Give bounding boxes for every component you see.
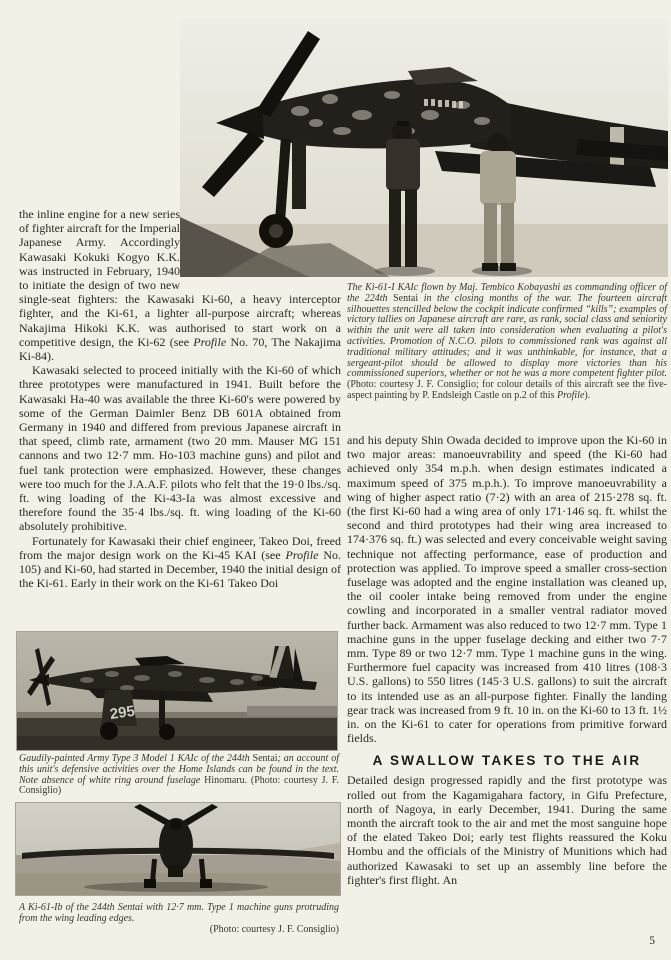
body-paragraph-improvements: and his deputy Shin Owada decided to improve upon the Ki-60 in two major areas: manoeuvrability and speed (the Ki-60 had achieved only 354 m.p.h. when design estimates indicated a maximum speed of 375 m.p.h.). To improve manoeuvrability a wing of higher aspect ratio (7·2) with an area of 215·278 sq. ft. (the first Ki-60 had a wing area of only 171·146 sq. ft. whilst the second and third prototypes had their wing area increased to 174·376 sq. ft.) was selected and every conceivable weight saving technique not affecting performance, ease of production and protection was applied. To improve speed a smaller cross-section fuselage was adopted and the engine installation was cleaned up, the oil cooler intake being removed from under the engine cowling and incorporated in a smaller ventral radiator moved further back. Armament was also reduced to two 12·7 mm. Type 1 machine guns in the upper fuselage decking and either two 7·7 mm. Type 89 or two 12·7 mm. Type 1 machine guns in the wing. Furthermore fuel capacity was increased from 410 litres (108·3 U.S. gallons) to 550 litres (145·3 U.S. gallons) to suit the aircraft to its intended use as an all-purpose fighter. Finally the landing gear track was increased from 9 ft. 10 in. on the Ki-60 to 13 ft. 1½ in. on the Ki-61 to cater for operations from primitive forward fields. (347, 433, 667, 746)
caption-middle-photo: Gaudily-painted Army Type 3 Model 1 KAIc of the 244th Sentai; an account of this unit's defensive activities over the Home Islands can be found in the text. Note absence of white ring around fuselage Hinomaru. (Photo: courtesy J. F. Consiglio) (19, 753, 339, 797)
right-column (347, 283, 667, 887)
aircraft-number-marking: 295 (108, 702, 136, 724)
caption-text: A Ki-61-Ib of the 244th Sentai with 12·7 mm. Type 1 machine guns protruding from the wing leading edges. (19, 902, 339, 924)
body-paragraph-intro (19, 207, 341, 363)
left-column (19, 207, 341, 590)
caption-top-photo: The Ki-61-I KAIc flown by Maj. Tembico Kobayashi as commanding officer of the 224th Sentai in the closing months of the war. The fourteen aircraft silhouettes stencilled below the cockpit indicate confirmed “kills”; examples of victory tallies on Japanese aircraft are rare, as rank, social class and seniority within the unit were all taken into consideration when evaluating a pilot's activities. Promotion of N.C.O. pilots to commissioned rank was against all traditional military attitudes; and it was unthinkable, for instance, that a sergeant-pilot should be allowed to display more victories than his commissioned superiors, whether or not he was a more competent fighter pilot. (Photo: courtesy J. F. Consiglio; for colour details of this aircraft see the five-aspect painting by P. Endsleigh Castle on p.2 of this Profile). (347, 282, 667, 401)
photo-bottom-illustration (16, 803, 340, 895)
photo-middle-illustration (17, 632, 337, 750)
caption-bottom-photo (19, 903, 339, 935)
paragraph-text: the inline engine for a new series of fighter aircraft for the Imperial Japanese Army. Accordingly Kawasaki Kokuki Kogyo K.K. was instructed in February, 1940 to initiate the design of two new single-seat fighters: the Kawasaki Ki-60, a heavy interceptor fighter, and the Ki-61, a lighter all-purpose aircraft; whereas Nakajima Hikoki K.K. was authorised to start work on a competitive design, the Ki-62 (see Profile No. 70, The Nakajima Ki-84). (19, 207, 341, 364)
section-heading: A SWALLOW TAKES TO THE AIR (372, 753, 642, 769)
body-paragraph-ki60: Kawasaki selected to proceed initially with the Ki-60 of which three prototypes were manufactured in 1941. Built before the Kawasaki Ha-40 was available the three Ki-60's were powered by some of the German Daimler Benz DB 601A obtained from Germany in 1940 and differed from previous Japanese aircraft in that speed, climb rate, armament (two 20 mm. Mauser MG 151 cannons and two 12·7 mm. Ho-103 machine guns) and pilot and fuel tank protection were emphasized. However, these changes were too much for the J.A.A.F. pilots who felt that the 19·0 lbs./sq. ft. wing loading of the Ki-43-Ia was almost excessive and therefore found the 35·4 lbs./sq. ft. wing loading of the Ki-60 absolutely prohibitive. (19, 363, 341, 534)
body-paragraph-takeo-doi: Fortunately for Kawasaki their chief engineer, Takeo Doi, freed from the major design work on the Ki-45 KAI (see Profile No. 105) and Ki-60, had started in December, 1940 the initial design of the Ki-61. Early in their work on the Ki-61 Takeo Doi (19, 533, 341, 591)
photo-wrap-spacer (180, 207, 341, 291)
photo-credit: (Photo: courtesy J. F. Consiglio) (209, 923, 339, 935)
body-paragraph-first-flight: Detailed design progressed rapidly and the first prototype was rolled out from the Kagamigahara factory, in Gifu Prefecture, north of Nagoya, in early December, 1941. During the same month the aircraft took to the air and met the most sanguine hope of the elated Takeo Doi; early test flights reassured the Koku Hombu and the officials of the Ministry of Munitions which had authorized Kawasaki to set up an assembly line before the fighter's first flight. An (347, 773, 667, 887)
page-number: 5 (649, 935, 655, 947)
photo-bottom (16, 803, 340, 895)
photo-middle (17, 632, 337, 750)
